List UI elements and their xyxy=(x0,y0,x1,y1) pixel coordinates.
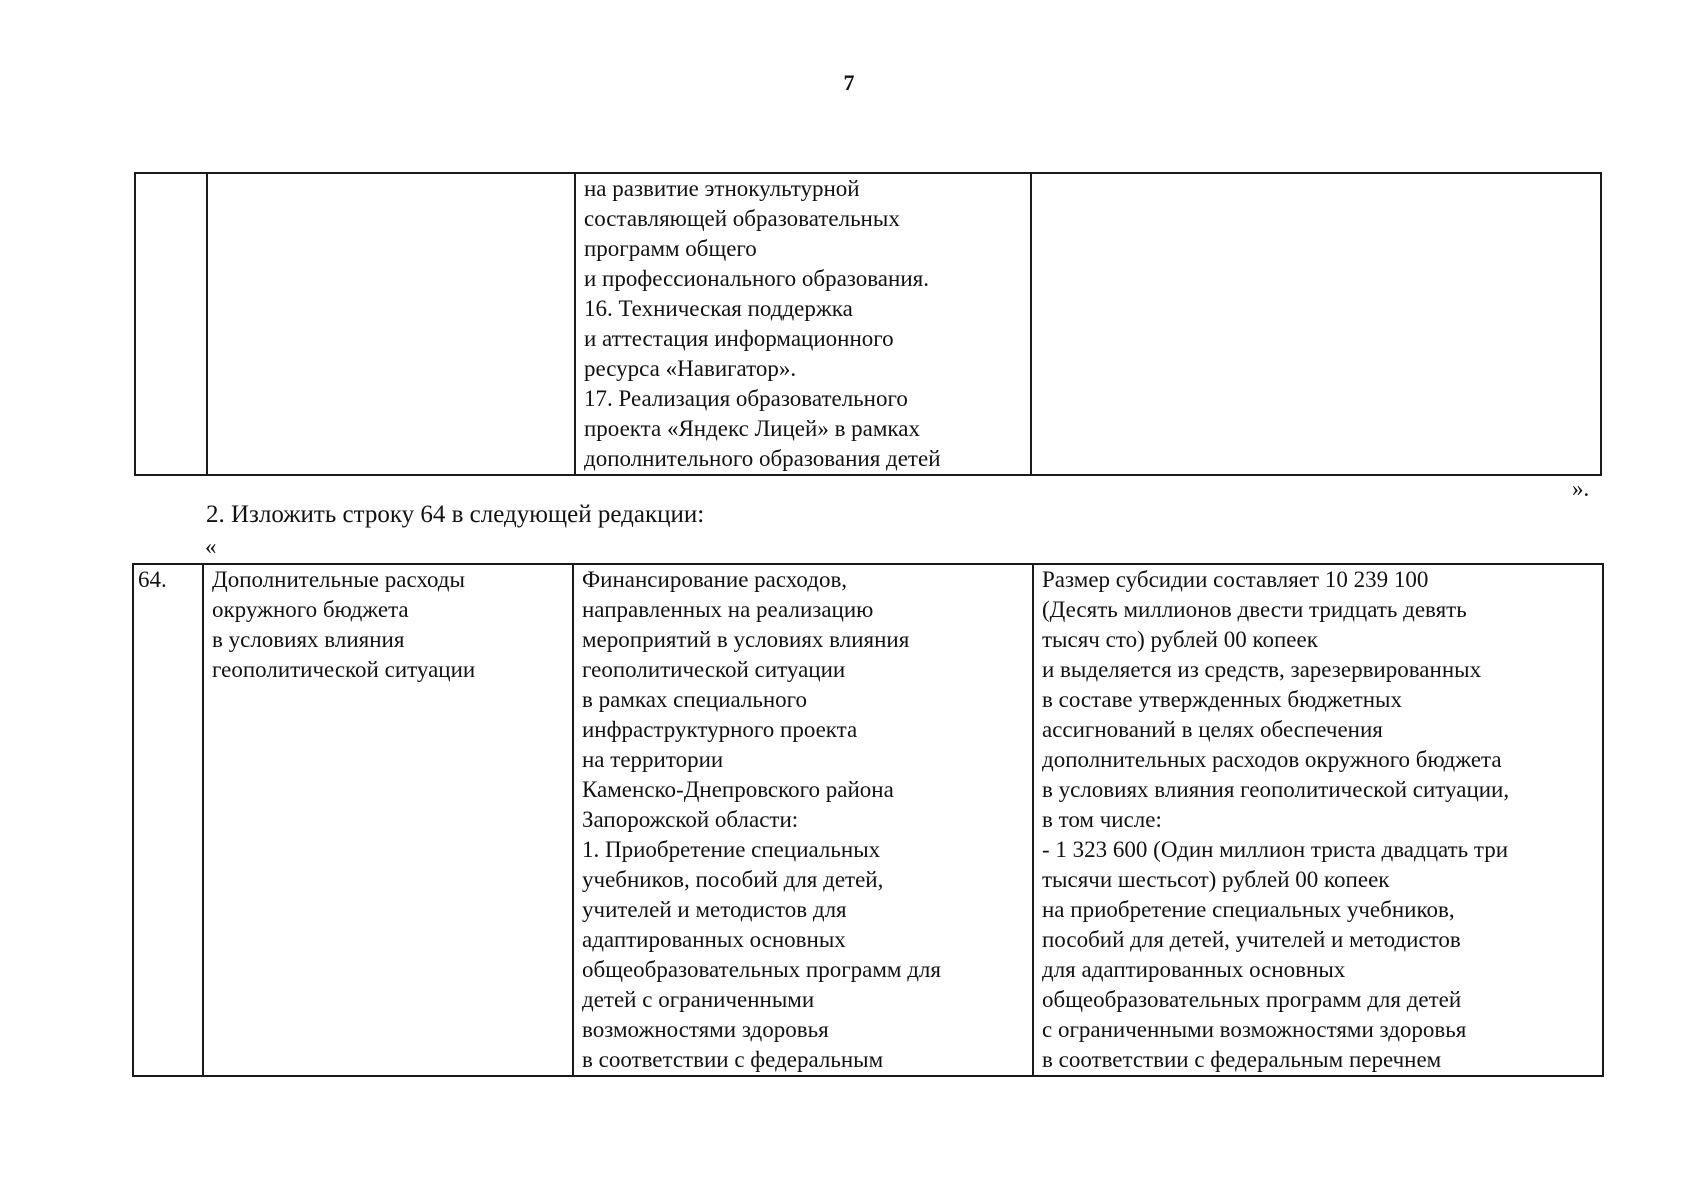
text-line: окружного бюджета xyxy=(212,597,409,622)
text-line: пособий для детей, учителей и методистов xyxy=(1042,927,1461,952)
table-row xyxy=(133,564,1603,1076)
text-line: в том числе: xyxy=(1042,807,1162,832)
text-line: тысячи шестьсот) рублей 00 копеек xyxy=(1042,867,1390,892)
row-number-cell: 64. xyxy=(133,564,203,1076)
table-row xyxy=(135,173,1601,475)
row-purpose-cell xyxy=(573,564,1033,1076)
text-line: общеобразовательных программ для детей xyxy=(1042,987,1462,1012)
text-line: для адаптированных основных xyxy=(1042,957,1346,982)
text-line: дополнительного образования детей xyxy=(584,446,941,471)
text-line: учебников, пособий для детей, xyxy=(582,867,884,892)
text-line: общеобразовательных программ для xyxy=(582,957,941,982)
text-line: - 1 323 600 (Один миллион триста двадцать три xyxy=(1042,837,1509,862)
text-line: Размер субсидии составляет 10 239 100 xyxy=(1042,567,1429,592)
text-line: и выделяется из средств, зарезервированных xyxy=(1042,657,1482,682)
name-lines xyxy=(212,565,564,685)
row-amount-cell xyxy=(1033,564,1603,1076)
text-line: ассигнований в целях обеспечения xyxy=(1042,717,1383,742)
text-line: Дополнительные расходы xyxy=(212,567,465,592)
text-line: учителей и методистов для xyxy=(582,897,847,922)
text-line: в составе утвержденных бюджетных xyxy=(1042,687,1402,712)
text-line: на развитие этнокультурной xyxy=(584,176,860,201)
text-line: на приобретение специальных учебников, xyxy=(1042,897,1455,922)
page-number: 7 xyxy=(843,70,855,95)
text-line: Запорожской области: xyxy=(582,807,799,832)
text-line: Каменско-Днепровского района xyxy=(582,777,894,802)
text-line: инфраструктурного проекта xyxy=(582,717,858,742)
purpose-lines xyxy=(584,174,1022,474)
text-line: ресурса «Навигатор». xyxy=(584,356,797,381)
row-64-table xyxy=(132,563,1604,1077)
text-line: 17. Реализация образовательного xyxy=(584,386,908,411)
text-line: в рамках специального xyxy=(582,687,808,712)
amendment-instruction: 2. Изложить строку 64 в следующей редакции: xyxy=(206,501,705,528)
text-line: проекта «Яндекс Лицей» в рамках xyxy=(584,416,920,441)
text-line: с ограниченными возможностями здоровья xyxy=(1042,1017,1467,1042)
text-line: (Десять миллионов двести тридцать девять xyxy=(1042,597,1467,622)
text-line: направленных на реализацию xyxy=(582,597,874,622)
row-purpose-cell xyxy=(575,173,1031,475)
text-line: геополитической ситуации xyxy=(582,657,846,682)
text-line: в условиях влияния xyxy=(212,627,405,652)
row-number-cell xyxy=(135,173,207,475)
text-line: в соответствии с федеральным xyxy=(582,1047,884,1072)
purpose-lines xyxy=(582,565,1024,1075)
closing-quote: ». xyxy=(1572,476,1590,501)
text-line: на территории xyxy=(582,747,724,772)
text-line: геополитической ситуации xyxy=(212,657,476,682)
text-line: программ общего xyxy=(584,236,757,261)
text-line: в условиях влияния геополитической ситуации, xyxy=(1042,777,1510,802)
amount-lines xyxy=(1042,565,1594,1075)
text-line: 16. Техническая поддержка xyxy=(584,296,853,321)
text-line: возможностями здоровья xyxy=(582,1017,829,1042)
continuation-table xyxy=(134,172,1602,476)
text-line: мероприятий в условиях влияния xyxy=(582,627,910,652)
text-line: и профессионального образования. xyxy=(584,266,929,291)
text-line: адаптированных основных xyxy=(582,927,846,952)
text-line: дополнительных расходов окружного бюджета xyxy=(1042,747,1502,772)
text-line: тысяч сто) рублей 00 копеек xyxy=(1042,627,1318,652)
row-name-cell xyxy=(207,173,575,475)
text-line: в соответствии с федеральным перечнем xyxy=(1042,1047,1442,1072)
text-line: 1. Приобретение специальных xyxy=(582,837,881,862)
text-line: составляющей образовательных xyxy=(584,206,900,231)
row-name-cell xyxy=(203,564,573,1076)
text-line: и аттестация информационного xyxy=(584,326,894,351)
opening-quote: « xyxy=(205,534,217,559)
row-amount-cell xyxy=(1031,173,1601,475)
text-line: детей с ограниченными xyxy=(582,987,815,1012)
text-line: Финансирование расходов, xyxy=(582,567,848,592)
